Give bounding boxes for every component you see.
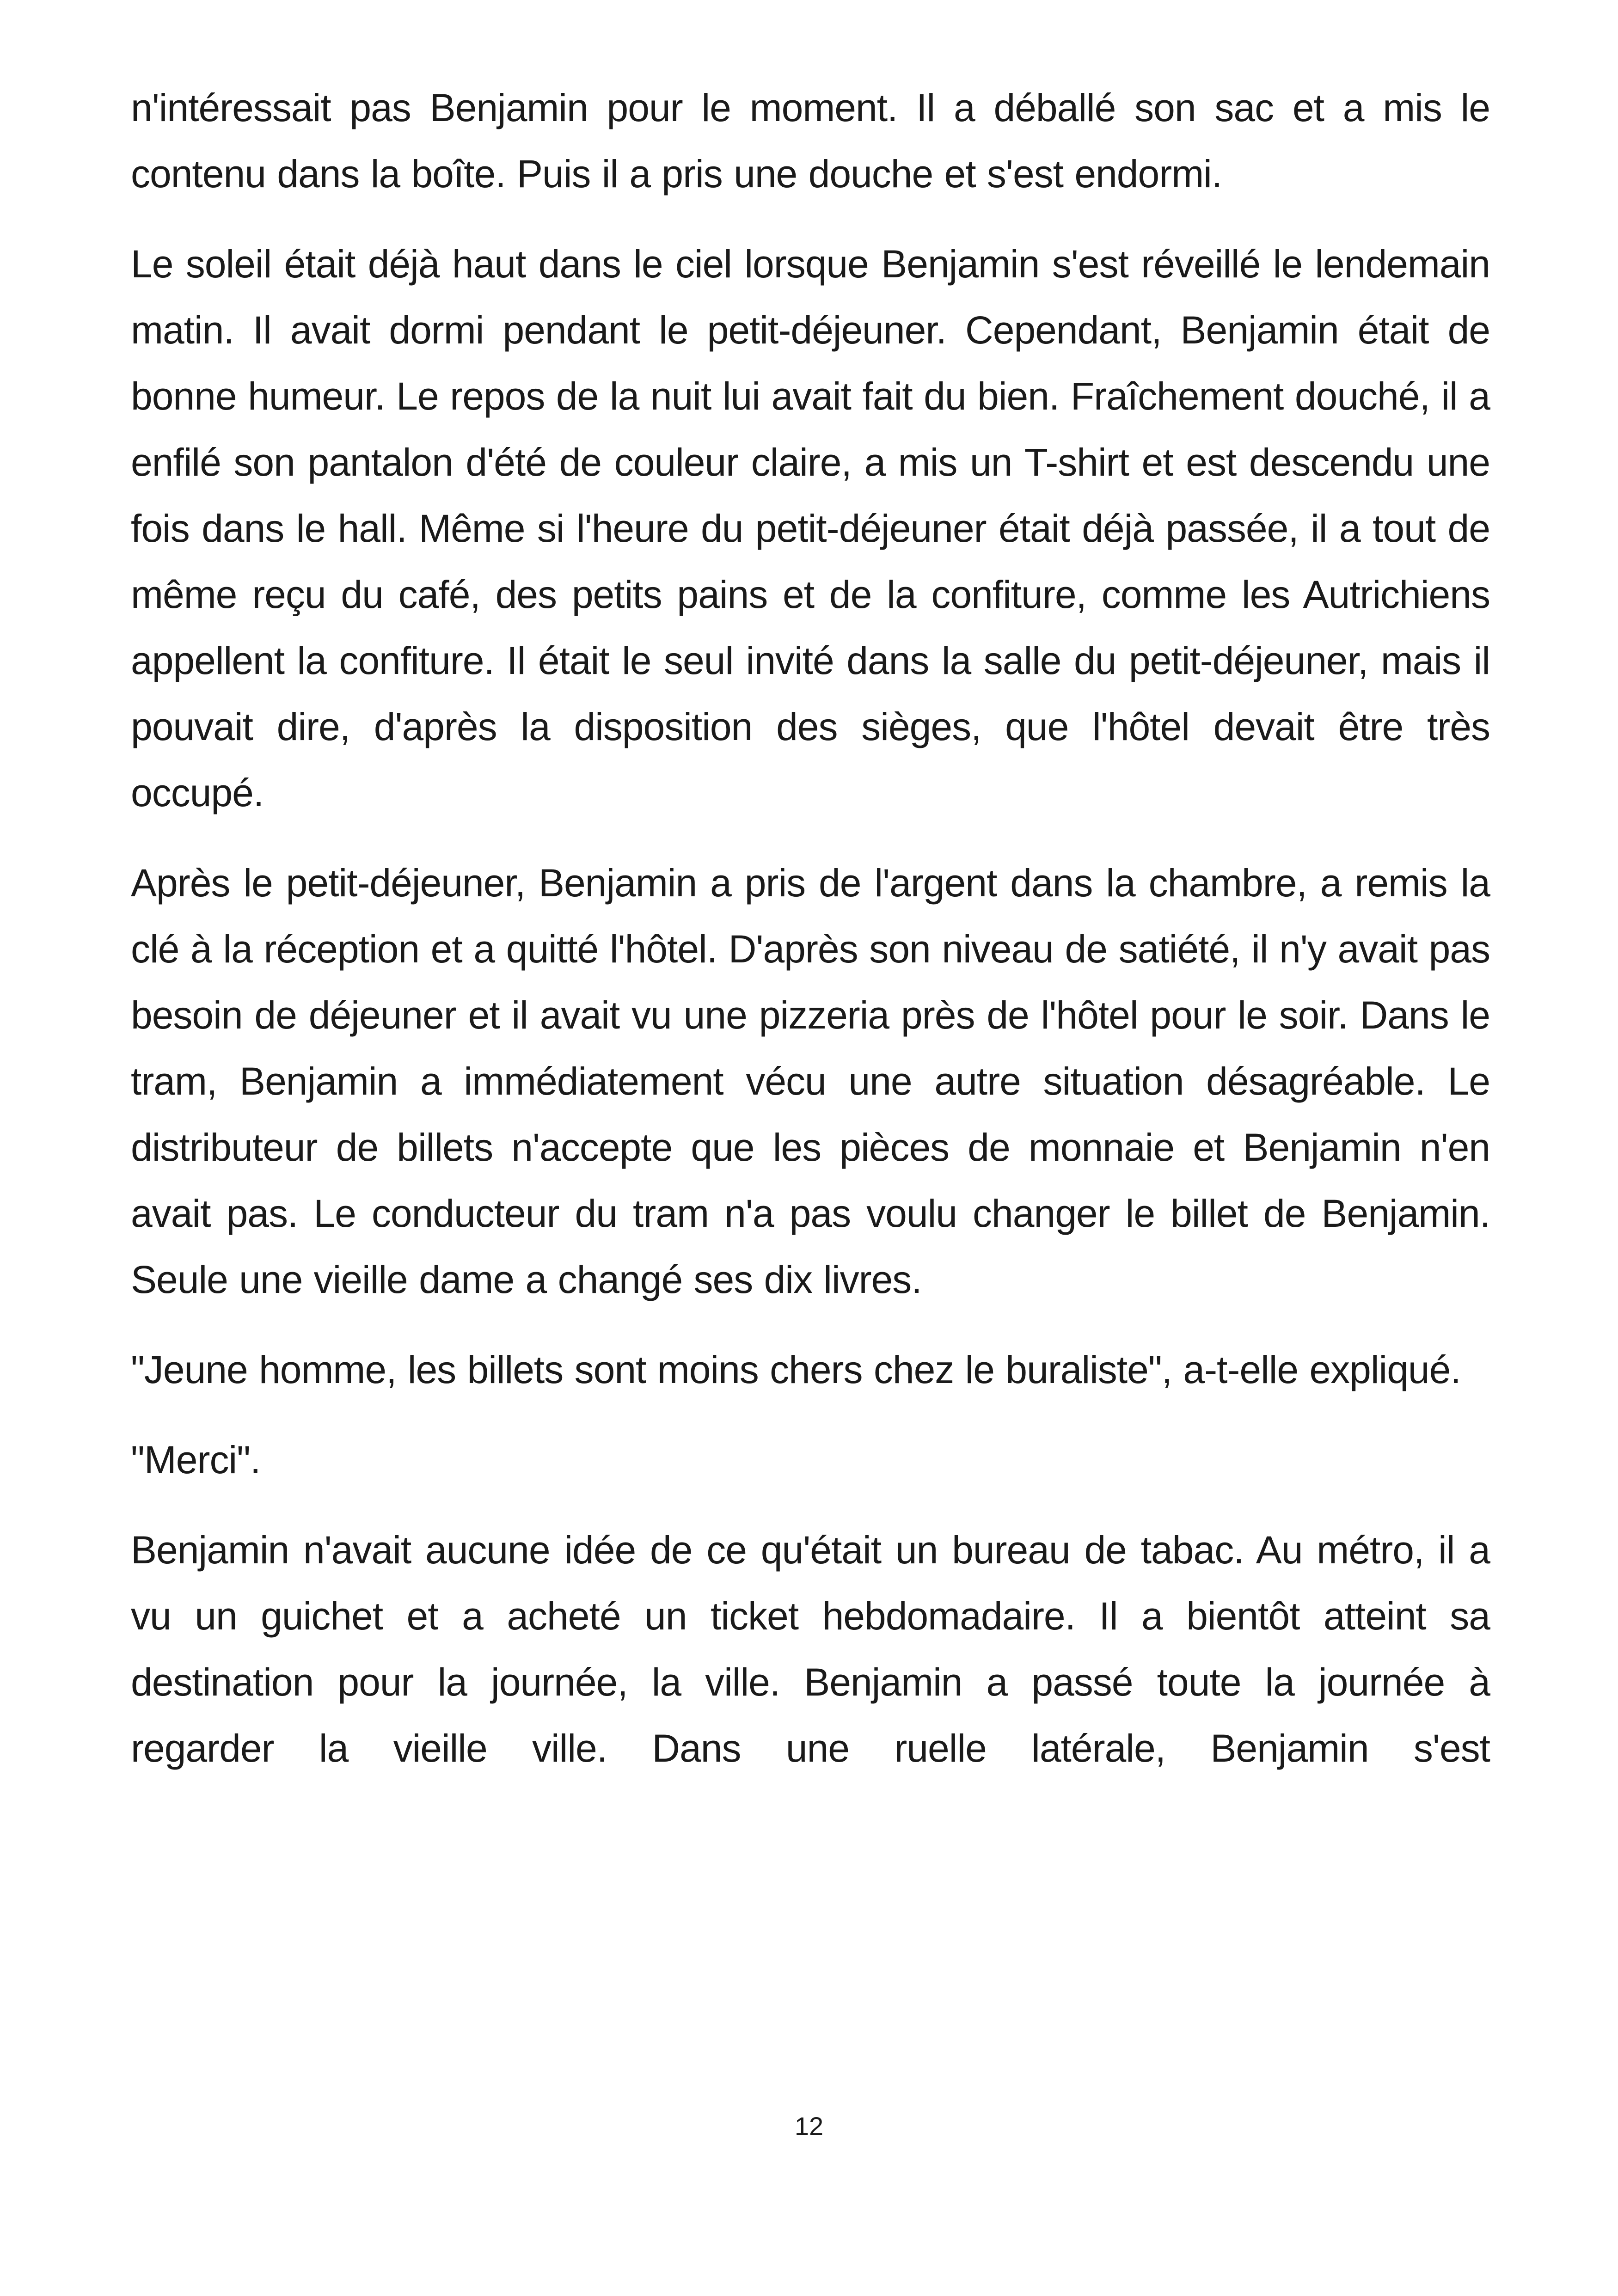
body-text — [131, 75, 1490, 1782]
paragraph-3: Après le petit-déjeuner, Benjamin a pris de l'argent dans la chambre, a remis la clé à la réception et a quitté l'hôtel. D'après son niveau de satiété, il n'y avait pas besoin de déjeuner et il avait vu une pizzeria près de l'hôtel pour le soir. Dans le tram, Benjamin a immédiatement vécu une autre situation désagréable. Le distributeur de billets n'accepte que les pièces de monnaie et Benjamin n'en avait pas. Le conducteur du tram n'a pas voulu changer le billet de Benjamin. Seule une vieille dame a changé ses dix livres. — [131, 861, 1490, 1301]
paragraph-5: "Merci". — [131, 1438, 261, 1482]
paragraph-1: n'intéressait pas Benjamin pour le moment. Il a déballé son sac et a mis le contenu dans la boîte. Puis il a pris une douche et s'est endormi. — [131, 86, 1490, 196]
paragraph-2: Le soleil était déjà haut dans le ciel lorsque Benjamin s'est réveillé le lendemain matin. Il avait dormi pendant le petit-déjeuner. Cependant, Benjamin était de bonne humeur. Le repos de la nuit lui avait fait du bien. Fraîchement douché, il a enfilé son pantalon d'été de couleur claire, a mis un T-shirt et est descendu une fois dans le hall. Même si l'heure du petit-déjeuner était déjà passée, il a tout de même reçu du café, des petits pains et de la confiture, comme les Autrichiens appellent la confiture. Il était le seul invité dans la salle du petit-déjeuner, mais il pouvait dire, d'après la disposition des sièges, que l'hôtel devait être très occupé. — [131, 242, 1490, 814]
paragraph-6: Benjamin n'avait aucune idée de ce qu'était un bureau de tabac. Au métro, il a vu un guichet et a acheté un ticket hebdomadaire. Il a bientôt atteint sa destination pour la journée, la ville. Benjamin a passé toute la journée à regarder la vieille ville. Dans une ruelle latérale, Benjamin s'est — [131, 1528, 1490, 1770]
paragraph-4: "Jeune homme, les billets sont moins chers chez le buraliste", a-t-elle expliqué. — [131, 1348, 1461, 1391]
page-number: 12 — [794, 2112, 824, 2141]
